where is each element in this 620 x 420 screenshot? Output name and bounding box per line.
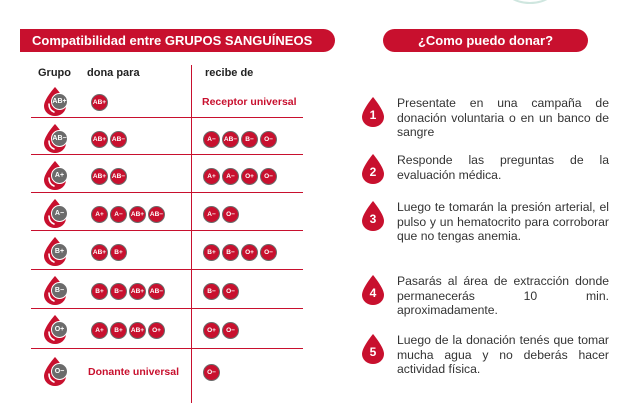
blood-type-chip: A−: [203, 206, 220, 223]
blood-type-chip: O+: [203, 322, 220, 339]
blood-type-chip: AB+: [91, 94, 108, 111]
donate-to-list: [91, 283, 165, 300]
blood-type-chip: AB−: [110, 131, 127, 148]
column-receive: recibe de: [205, 67, 254, 79]
blood-type-chip: A+: [91, 322, 108, 339]
blood-type-chip: A+: [203, 168, 220, 185]
blood-type-chip: A−: [110, 206, 127, 223]
table-row: [31, 273, 303, 313]
receive-from-list: [203, 131, 277, 148]
blood-type-chip: AB+: [91, 244, 108, 261]
step-number: 5: [369, 345, 377, 359]
blood-type-chip: O+: [241, 244, 258, 261]
donate-to-list: [91, 322, 165, 339]
blood-type-chip: A+: [91, 206, 108, 223]
table-row: [31, 234, 303, 274]
table-row: [31, 158, 303, 198]
group-badge: AB−: [51, 130, 68, 147]
blood-type-chip: AB+: [91, 131, 108, 148]
blood-type-chip: B+: [91, 283, 108, 300]
step-number: 2: [369, 165, 377, 179]
how-to-donate-header: ¿Como puedo donar?: [383, 29, 588, 52]
blood-type-chip: B+: [203, 244, 220, 261]
step-text: Pasarás al área de extracción donde permanecerás 10 min. aproximadamente.: [397, 274, 609, 317]
blood-type-chip: B−: [203, 283, 220, 300]
blood-type-chip: AB+: [129, 283, 146, 300]
donate-to-list: [91, 131, 127, 148]
compatibility-header: Compatibilidad entre GRUPOS SANGUÍNEOS: [20, 29, 335, 52]
blood-type-chip: O−: [222, 322, 239, 339]
group-badge: A−: [51, 205, 68, 222]
blood-type-chip: B+: [110, 244, 127, 261]
blood-type-chip: AB−: [222, 131, 239, 148]
step-text: Luego te tomarán la presión arterial, el pulso y un hematocrito para corroborar que no tengas anemia.: [397, 200, 609, 243]
blood-type-chip: AB−: [110, 168, 127, 185]
step-number: 4: [369, 286, 377, 300]
blood-type-chip: B−: [241, 131, 258, 148]
blood-type-chip: O−: [260, 168, 277, 185]
blood-type-chip: B+: [110, 322, 127, 339]
blood-type-chip: A−: [222, 168, 239, 185]
group-badge: B+: [51, 243, 68, 260]
donate-to-list: [91, 94, 108, 111]
receive-from-list: [203, 244, 277, 261]
blood-type-chip: AB+: [129, 206, 146, 223]
blood-type-chip: O−: [260, 131, 277, 148]
step-text: Responde las preguntas de la evaluación médica.: [397, 153, 609, 182]
column-donate: dona para: [87, 67, 140, 79]
group-badge: A+: [51, 167, 68, 184]
group-badge: AB+: [51, 93, 68, 110]
universal-donor-label: Donante universal: [88, 366, 180, 378]
group-badge: O−: [51, 363, 68, 380]
universal-receiver-label: Receptor universal: [202, 96, 297, 108]
blood-type-chip: O−: [222, 283, 239, 300]
table-row: [31, 312, 303, 352]
blood-type-chip: O+: [148, 322, 165, 339]
blood-type-chip: O−: [222, 206, 239, 223]
receive-from-list: [203, 322, 239, 339]
receive-from-list: [203, 364, 220, 381]
column-group: Grupo: [38, 67, 71, 79]
step-text: Luego de la donación tenés que tomar mucha agua y no deberás hacer actividad física.: [397, 333, 609, 376]
blood-type-chip: AB−: [148, 283, 165, 300]
table-row: [31, 84, 303, 124]
receive-from-list: [203, 206, 239, 223]
step-number: 1: [369, 108, 377, 122]
logo-arc: [500, 0, 560, 4]
donate-to-list: [91, 206, 165, 223]
receive-from-list: [203, 168, 277, 185]
group-badge: O+: [51, 321, 68, 338]
blood-type-chip: AB−: [148, 206, 165, 223]
blood-type-chip: O+: [241, 168, 258, 185]
blood-type-chip: AB+: [129, 322, 146, 339]
blood-type-chip: A−: [203, 131, 220, 148]
step-text: Presentate en una campaña de donación voluntaria o en un banco de sangre: [397, 96, 609, 139]
donate-to-list: [91, 244, 127, 261]
blood-type-chip: AB+: [91, 168, 108, 185]
table-row: [31, 121, 303, 161]
receive-from-list: [203, 283, 239, 300]
blood-type-chip: B−: [222, 244, 239, 261]
blood-type-chip: O−: [203, 364, 220, 381]
table-row: [31, 196, 303, 236]
donate-to-list: [91, 168, 127, 185]
blood-type-chip: B−: [110, 283, 127, 300]
blood-type-chip: O−: [260, 244, 277, 261]
group-badge: B−: [51, 282, 68, 299]
step-number: 3: [369, 212, 377, 226]
table-row: [31, 354, 303, 394]
